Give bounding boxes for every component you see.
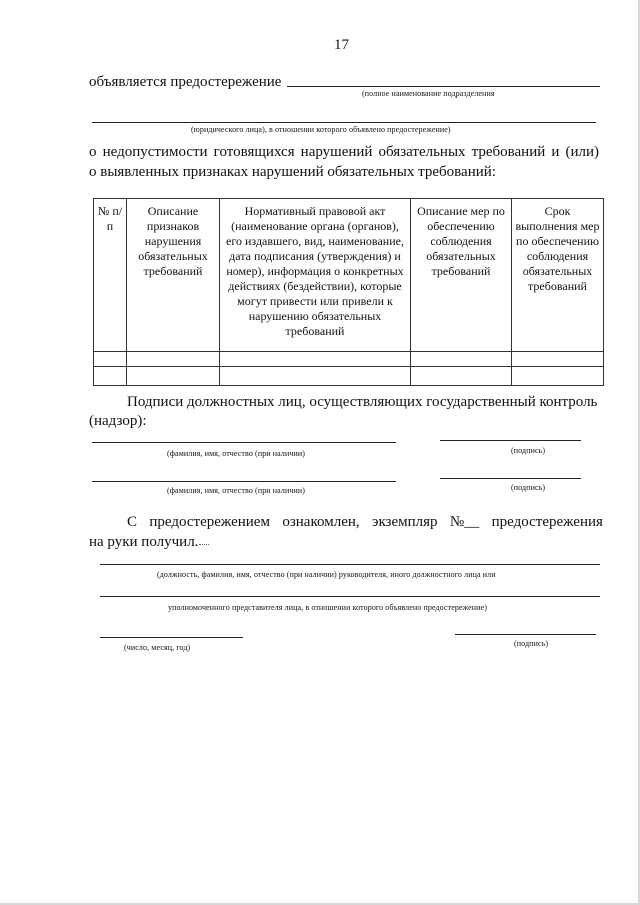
caption-representative: уполномоченного представителя лица, в отношении которого объявлено предостережение) — [168, 603, 487, 612]
legal-entity-line — [92, 122, 596, 123]
table-cell[interactable] — [127, 367, 220, 386]
caption-signature-2: (подпись) — [511, 483, 546, 492]
department-line — [287, 86, 600, 87]
ack-signature-line — [455, 634, 596, 635]
caption-department: (полное наименование подразделения — [362, 89, 495, 98]
table-cell[interactable] — [94, 367, 127, 386]
table-cell[interactable] — [512, 352, 604, 367]
requirements-table — [93, 198, 604, 386]
table-cell[interactable] — [127, 352, 220, 367]
caption-legal-entity: (юридического лица), в отношении которого объявлено предостережение) — [191, 125, 451, 134]
fio-line-2 — [92, 481, 396, 482]
header-cell-measures: Описание мер по обеспечению соблюдения обязательных требований — [411, 199, 512, 352]
fio-line-1 — [92, 442, 396, 443]
signatures-heading-cont: (надзор): — [89, 413, 147, 429]
announce-text: объявляется предостережение — [89, 74, 282, 90]
representative-line — [100, 596, 600, 597]
header-cell-deadline: Срок выполнения мер по обеспечению соблюдения обязательных требований — [512, 199, 604, 352]
dotted-mark — [199, 544, 209, 545]
caption-fio-1: (фамилия, имя, отчество (при наличии) — [167, 449, 306, 458]
signature-line-2 — [440, 478, 581, 479]
table-cell[interactable] — [411, 367, 512, 386]
caption-position: (должность, фамилия, имя, отчество (при наличии) руководителя, иного должностного лица или — [157, 570, 496, 579]
caption-fio-2: (фамилия, имя, отчество (при наличии) — [167, 486, 306, 495]
paragraph-line-2: о выявленных признаках нарушений обязательных требований: — [89, 164, 496, 180]
position-line — [100, 564, 600, 565]
header-cell-number: № п/п — [94, 199, 127, 352]
table-cell[interactable] — [512, 367, 604, 386]
page-number: 17 — [334, 37, 349, 53]
signatures-heading: Подписи должностных лиц, осуществляющих государственный контроль — [127, 394, 598, 410]
signature-line-1 — [440, 440, 581, 441]
table-header-row — [94, 199, 604, 352]
acknowledgement-line-2: на руки получил. — [89, 534, 199, 550]
date-line — [100, 637, 243, 638]
caption-date: (число, месяц, год) — [124, 643, 191, 652]
caption-signature-1: (подпись) — [511, 446, 546, 455]
acknowledgement-line-1: С предостережением ознакомлен, экземпляр №__ предостережения — [127, 514, 603, 530]
table-row — [94, 352, 604, 367]
table-row — [94, 367, 604, 386]
paragraph-line-1: о недопустимости готовящихся нарушений обязательных требований и (или) — [89, 144, 599, 160]
table-cell[interactable] — [411, 352, 512, 367]
caption-ack-signature: (подпись) — [514, 639, 549, 648]
table-cell[interactable] — [220, 352, 411, 367]
header-cell-violation-description: Описание признаков нарушения обязательных требований — [127, 199, 220, 352]
header-cell-legal-act: Нормативный правовой акт (наименование органа (органов), его издавшего, вид, наименование, дата подписания (утверждения) и номер), информация о конкретных действиях (бездействии), которые могут привести или привели к нарушению обязательных требований — [220, 199, 411, 352]
table-cell[interactable] — [94, 352, 127, 367]
table-cell[interactable] — [220, 367, 411, 386]
